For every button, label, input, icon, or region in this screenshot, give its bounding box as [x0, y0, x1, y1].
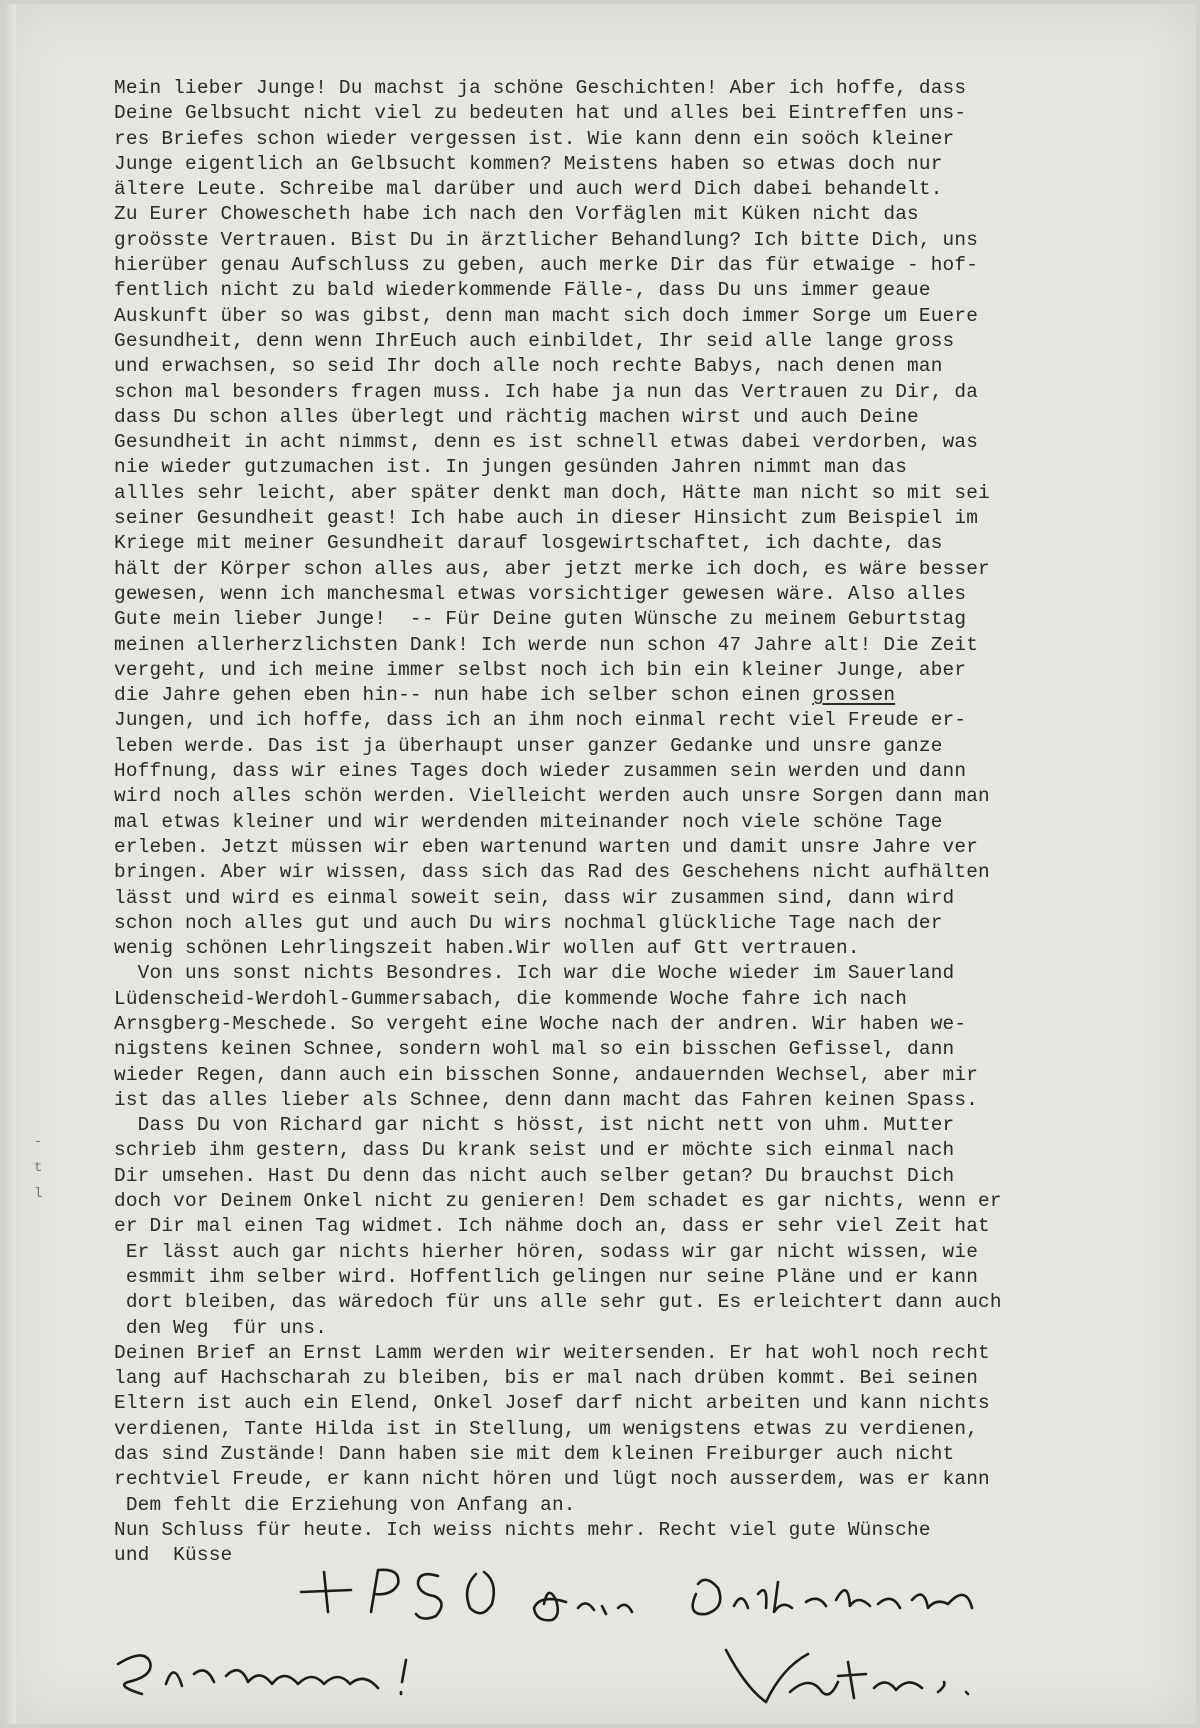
letter-line: doch vor Deinem Onkel nicht zu genieren! Dem schadet es gar nichts, wenn er — [114, 1190, 1002, 1213]
letter-line: nie wieder gutzumachen ist. In jungen gesünden Jahren nimmt man das — [114, 456, 908, 479]
letter-line: Nun Schluss für heute. Ich weiss nichts mehr. Recht viel gute Wünsche — [114, 1518, 931, 1541]
letter-line: hält der Körper schon alles aus, aber jetzt merke ich doch, es wäre besser — [114, 557, 990, 580]
letter-line: vergeht, und ich meine immer selbst noch ich bin ein kleiner Junge, aber — [114, 658, 967, 681]
letter-line: Junge eigentlich an Gelbsucht kommen? Meistens haben so etwas doch nur — [114, 152, 943, 175]
letter-line: ältere Leute. Schreibe mal darüber und auch werd Dich dabei behandelt. — [114, 178, 943, 201]
letter-line: nigstens keinen Schnee, sondern wohl mal so ein bisschen Gefissel, dann — [114, 1038, 955, 1061]
letter-line: Auskunft über so was gibst, denn man macht sich doch immer Sorge um Euere — [114, 304, 979, 327]
letter-line: und Küsse — [114, 1544, 233, 1567]
letter-line: Deine Gelbsucht nicht viel zu bedeuten hat und alles bei Eintreffen uns- — [114, 102, 967, 125]
letter-line: Dem fehlt die Erziehung von Anfang an. — [114, 1493, 576, 1516]
letter-line: allles sehr leicht, aber später denkt man doch, Hätte man nicht so mit sei — [114, 481, 990, 504]
letter-line: Jungen, und ich hoffe, dass ich an ihm noch einmal recht viel Freude er- — [114, 709, 967, 732]
letter-line: Von uns sonst nichts Besondres. Ich war die Woche wieder im Sauerland — [114, 962, 955, 985]
letter-line: Dir umsehen. Hast Du denn das nicht auch selber getan? Du brauchst Dich — [114, 1164, 955, 1187]
letter-line: res Briefes schon wieder vergessen ist. Wie kann denn ein soöch kleiner — [114, 127, 955, 150]
letter-line: lang auf Hachscharah zu bleiben, bis er mal nach drüben kommt. Bei seinen — [114, 1367, 979, 1390]
letter-line: Arnsgberg-Meschede. So vergeht eine Woche nach der andren. Wir haben we- — [114, 1012, 967, 1035]
letter-line: leben werde. Das ist ja überhaupt unser ganzer Gedanke und unsre ganze — [114, 734, 943, 757]
letter-line: wenig schönen Lehrlingszeit haben.Wir wollen auf Gtt vertrauen. — [114, 937, 860, 960]
letter-line: ist das alles lieber als Schnee, denn dann macht das Fahren keinen Spass. — [114, 1088, 979, 1111]
underlined-word: grossen — [812, 684, 896, 707]
letter-line-text: die Jahre gehen eben hin-- nun habe ich selber schon einen — [114, 684, 813, 707]
letter-line: Gute mein lieber Junge! -- Für Deine guten Wünsche zu meinem Geburtstag — [114, 608, 967, 631]
letter-line: den Weg für uns. — [114, 1316, 328, 1339]
letter-line: esmmit ihm selber wird. Hoffentlich gelingen nur seine Pläne und er kann — [114, 1265, 979, 1288]
letter-line: und erwachsen, so seid Ihr doch alle noch rechte Babys, nach denen man — [114, 355, 943, 378]
letter-line: erleben. Jetzt müssen wir eben wartenund warten und damit unsre Jahre ver — [114, 835, 979, 858]
letter-line: bringen. Aber wir wissen, dass sich das Rad des Geschehens nicht aufhälten — [114, 861, 990, 884]
letter-line: wird noch alles schön werden. Vielleicht werden auch unsre Sorgen dann man — [114, 785, 990, 808]
letter-line — [114, 683, 1199, 708]
letter-line: er Dir mal einen Tag widmet. Ich nähme doch an, dass er sehr viel Zeit hat — [114, 1215, 990, 1238]
letter-line: Hoffnung, dass wir eines Tages doch wieder zusammen sein werden und dann — [114, 760, 967, 783]
letter-line: meinen allerherzlichsten Dank! Ich werde nun schon 47 Jahre alt! Die Zeit — [114, 633, 979, 656]
letter-line: schrieb ihm gestern, dass Du krank seist und er möchte sich einmal nach — [114, 1139, 955, 1162]
letter-line: schon mal besonders fragen muss. Ich habe ja nun das Vertrauen zu Dir, da — [114, 380, 979, 403]
letter-line: wieder Regen, dann auch ein bisschen Sonne, andauernden Wechsel, aber mir — [114, 1063, 979, 1086]
letter-line: dass Du schon alles überlegt und rächtig machen wirst und auch Deine — [114, 405, 919, 428]
letter-line: Mein lieber Junge! Du machst ja schöne Geschichten! Aber ich hoffe, dass — [114, 77, 967, 99]
letter-line: Gesundheit, denn wenn IhrEuch auch einbildet, Ihr seid alle lange gross — [114, 329, 955, 352]
letter-line: Er lässt auch gar nichts hierher hören, sodass wir gar nicht wissen, wie — [114, 1240, 979, 1263]
letter-line: Zu Eurer Chowescheth habe ich nach den Vorfäglen mit Küken nicht das — [114, 203, 919, 226]
signature-drawing — [66, 1564, 1066, 1714]
letter-line: mal etwas kleiner und wir werdenden miteinander noch viele schöne Tage — [114, 810, 943, 833]
letter-line: hierüber genau Aufschluss zu geben, auch merke Dir das für etwaige - hof- — [114, 254, 979, 277]
letter-line: rechtviel Freude, er kann nicht hören und lügt noch ausserdem, was er kann — [114, 1468, 990, 1491]
letter-line: das sind Zustände! Dann haben sie mit dem kleinen Freiburger auch nicht — [114, 1443, 955, 1466]
letter-line: schon noch alles gut und auch Du wirs nochmal glückliche Tage nach der — [114, 911, 943, 934]
letter-line: seiner Gesundheit geast! Ich habe auch in dieser Hinsicht zum Beispiel im — [114, 507, 979, 530]
handwritten-signature — [66, 1564, 1066, 1714]
letter-line: Dass Du von Richard gar nicht s hösst, ist nicht nett von uhm. Mutter — [114, 1114, 955, 1137]
letter-line: fentlich nicht zu bald wiederkommende Fälle-, dass Du uns immer geaue — [114, 279, 931, 302]
letter-sheet — [6, 4, 1196, 1724]
letter-line: dort bleiben, das wäredoch für uns alle sehr gut. Es erleichtert dann auch — [114, 1291, 1002, 1314]
letter-line: Lüdenscheid-Werdohl-Gummersabach, die kommende Woche fahre ich nach — [114, 987, 908, 1010]
typed-letter-body — [114, 76, 1199, 1569]
letter-line: Gesundheit in acht nimmst, denn es ist schnell etwas dabei verdorben, was — [114, 431, 979, 454]
letter-line: groösste Vertrauen. Bist Du in ärztlicher Behandlung? Ich bitte Dich, uns — [114, 228, 979, 251]
letter-line: gewesen, wenn ich manchesmal etwas vorsichtiger gewesen wäre. Also alles — [114, 582, 967, 605]
letter-line: lässt und wird es einmal soweit sein, dass wir zusammen sind, dann wird — [114, 886, 955, 909]
paper-edge — [6, 4, 16, 1724]
letter-line: verdienen, Tante Hilda ist in Stellung, um wenigstens etwas zu verdienen, — [114, 1417, 979, 1440]
letter-line: Deinen Brief an Ernst Lamm werden wir weitersenden. Er hat wohl noch recht — [114, 1341, 990, 1364]
letter-line: Kriege mit meiner Gesundheit darauf losgewirtschaftet, ich dachte, das — [114, 532, 943, 555]
letter-line: Eltern ist auch ein Elend, Onkel Josef darf nicht arbeiten und kann nichts — [114, 1392, 990, 1415]
margin-marks: - t l — [34, 1134, 43, 1202]
